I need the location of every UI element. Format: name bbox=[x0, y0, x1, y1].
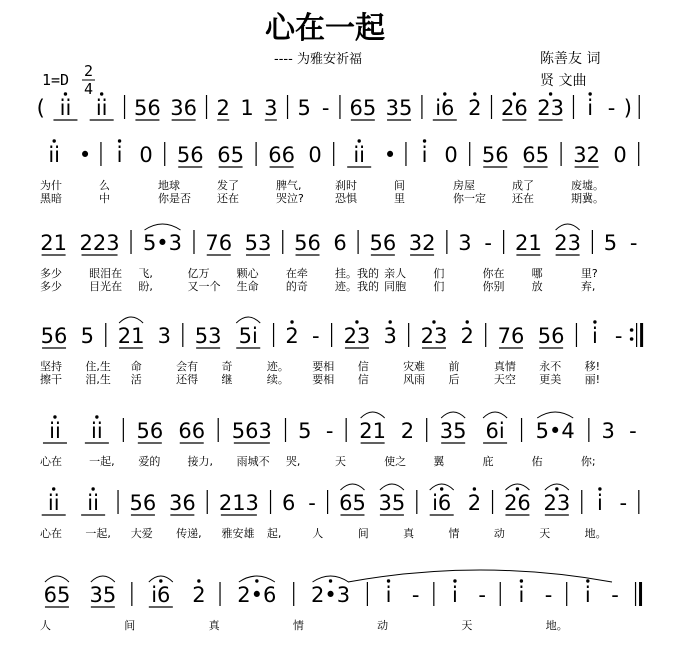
score-system bbox=[40, 224, 637, 293]
lyric-syllable: 一起, bbox=[85, 527, 111, 540]
note: 3 bbox=[383, 324, 397, 348]
note: 3 bbox=[264, 96, 278, 120]
score-system bbox=[40, 412, 637, 468]
octave-dot bbox=[473, 92, 476, 95]
lyric-syllable: 雅安雄 bbox=[221, 527, 255, 540]
note: 56 bbox=[136, 419, 164, 443]
lyric-syllable: 天 bbox=[539, 527, 551, 540]
note: ii bbox=[48, 143, 61, 167]
note: 2•6 bbox=[237, 583, 277, 607]
note: 53 bbox=[244, 231, 272, 255]
note: 56 bbox=[537, 324, 565, 348]
octave-dot bbox=[593, 320, 596, 323]
note: - bbox=[411, 583, 420, 607]
lyric-syllable: 灾难 bbox=[403, 360, 426, 373]
octave-dot bbox=[453, 579, 456, 582]
lyric-syllable: 你一定 bbox=[453, 192, 486, 205]
note: 2 bbox=[460, 324, 474, 348]
octave-dot bbox=[290, 320, 293, 323]
lyric-syllable: 前 bbox=[448, 360, 460, 373]
score-system bbox=[40, 317, 642, 386]
note: 563 bbox=[231, 419, 272, 443]
note: 23 bbox=[543, 491, 571, 515]
note: 65 bbox=[522, 143, 549, 167]
note: • bbox=[78, 143, 92, 167]
lyric-syllable: 废墟。 bbox=[571, 179, 604, 192]
note: - bbox=[484, 231, 492, 255]
lyric-syllable: 接力, bbox=[187, 455, 213, 468]
note: 3 bbox=[601, 419, 615, 443]
lyric-syllable: 动 bbox=[493, 527, 505, 540]
lyric-syllable: 房屋 bbox=[453, 179, 475, 192]
lyric-syllable: 亲人 bbox=[384, 267, 407, 280]
repeat-dot bbox=[630, 337, 634, 341]
lyric-syllable: 还在 bbox=[217, 192, 239, 205]
song-title: 心在一起 bbox=[265, 11, 385, 46]
lyric-syllable: 继 bbox=[221, 373, 233, 386]
note: i bbox=[385, 583, 392, 607]
lyric-syllable: 的奇 bbox=[285, 280, 308, 293]
note: i bbox=[421, 143, 428, 167]
lyric-syllable: 真情 bbox=[493, 360, 516, 373]
lyric-syllable: 里? bbox=[580, 267, 598, 280]
note: i bbox=[518, 583, 525, 607]
note: 65 bbox=[43, 583, 71, 607]
lyric-syllable: 信 bbox=[357, 360, 369, 373]
note: i bbox=[584, 583, 591, 607]
lyric-syllable: 心在 bbox=[40, 455, 62, 468]
lyric-syllable: 地球 bbox=[158, 179, 180, 192]
octave-dot bbox=[197, 579, 200, 582]
note: - bbox=[614, 324, 623, 348]
note: 6i bbox=[485, 419, 505, 443]
note: 56 bbox=[481, 143, 509, 167]
slur-arc bbox=[45, 576, 69, 582]
note: 2 bbox=[216, 96, 230, 120]
note: 56 bbox=[40, 324, 68, 348]
lyric-syllable: 间 bbox=[394, 179, 405, 192]
note: 56 bbox=[129, 491, 157, 515]
lyric-syllable: 迹。 bbox=[266, 360, 289, 373]
lyric-syllable: 天 bbox=[335, 455, 346, 468]
note: - bbox=[629, 419, 637, 443]
note: 26 bbox=[501, 96, 528, 120]
note: 1 bbox=[240, 96, 254, 120]
octave-dot bbox=[387, 579, 390, 582]
lyric-syllable: 大爱 bbox=[130, 527, 153, 540]
lyric-syllable: 翼 bbox=[433, 455, 445, 468]
lyric-syllable: 飞, bbox=[138, 267, 153, 280]
octave-dot bbox=[355, 320, 358, 323]
note: 76 bbox=[497, 324, 525, 348]
note: ii bbox=[95, 96, 108, 120]
score-system bbox=[40, 484, 640, 540]
slur-arc bbox=[483, 412, 507, 418]
octave-dot bbox=[473, 487, 476, 490]
note: 65 bbox=[217, 143, 244, 167]
lyric-syllable: 目光在 bbox=[89, 280, 123, 293]
note: 21 bbox=[40, 231, 67, 255]
note: ( bbox=[36, 96, 45, 120]
note: 35 bbox=[439, 419, 467, 443]
lyric-syllable: 活 bbox=[130, 373, 142, 386]
slur-arc bbox=[91, 576, 115, 582]
octave-dot bbox=[432, 320, 435, 323]
note: 21 bbox=[359, 419, 387, 443]
lyric-syllable: 生命 bbox=[236, 280, 259, 293]
lyric-syllable: 你别 bbox=[482, 280, 505, 293]
lyric-syllable: 人 bbox=[312, 527, 324, 540]
note: i bbox=[596, 491, 603, 515]
octave-dot bbox=[466, 320, 469, 323]
note: 21 bbox=[117, 324, 145, 348]
lyric-syllable: 庇 bbox=[482, 455, 494, 468]
lyric-syllable: 擦干 bbox=[40, 373, 62, 386]
slur-arc bbox=[340, 484, 364, 490]
lyric-syllable: 么 bbox=[99, 179, 110, 192]
note: ii bbox=[59, 96, 72, 120]
time-signature-bottom: 4 bbox=[84, 80, 94, 98]
lyric-syllable: 期冀。 bbox=[571, 192, 604, 205]
octave-dot bbox=[91, 487, 94, 490]
lyric-syllable: 亿万 bbox=[187, 267, 210, 280]
lyric-syllable: 情 bbox=[292, 619, 304, 632]
slur-arc bbox=[556, 224, 580, 230]
lyric-syllable: 传递, bbox=[176, 527, 202, 540]
lyric-syllable: 起, bbox=[266, 527, 282, 540]
lyric-syllable: 泪,生 bbox=[85, 373, 111, 386]
note: 56 bbox=[134, 96, 161, 120]
note: - bbox=[325, 419, 334, 443]
note: 66 bbox=[268, 143, 295, 167]
note: 2 bbox=[467, 491, 482, 515]
lyric-syllable: 黑暗 bbox=[40, 192, 62, 205]
lyric-syllable: 地。 bbox=[584, 527, 607, 540]
octave-dot bbox=[357, 139, 360, 142]
lyric-syllable: 天 bbox=[461, 619, 473, 632]
octave-dot bbox=[516, 487, 519, 490]
lyric-syllable: 迹。我的 bbox=[335, 280, 379, 293]
lyric-syllable: 心在 bbox=[40, 527, 62, 540]
lyric-syllable: 弃, bbox=[580, 280, 596, 293]
lyric-syllable: 真 bbox=[208, 619, 220, 632]
lyric-syllable: 你; bbox=[580, 455, 596, 468]
octave-dot bbox=[513, 92, 516, 95]
lyric-syllable: 真 bbox=[403, 527, 415, 540]
note: - bbox=[544, 583, 553, 607]
note: i bbox=[587, 96, 594, 120]
octave-dot bbox=[440, 487, 443, 490]
note: 53 bbox=[194, 324, 222, 348]
lyric-syllable: 丽! bbox=[584, 373, 601, 386]
octave-dot bbox=[255, 579, 258, 582]
octave-dot bbox=[53, 415, 56, 418]
lyric-syllable: 坚持 bbox=[40, 360, 62, 373]
lyric-syllable: 哭, bbox=[285, 455, 301, 468]
note: 21 bbox=[515, 231, 542, 255]
lyric-syllable: 更美 bbox=[539, 373, 562, 386]
octave-dot bbox=[159, 579, 162, 582]
lyric-syllable: 盼, bbox=[138, 280, 153, 293]
note: - bbox=[607, 96, 616, 120]
lyric-syllable: 中 bbox=[99, 192, 110, 205]
lyric-syllable: 间 bbox=[124, 619, 136, 632]
note: 36 bbox=[170, 96, 198, 120]
slur-arc bbox=[537, 412, 573, 418]
note: - bbox=[321, 96, 330, 120]
note: 5•4 bbox=[535, 419, 575, 443]
note: i bbox=[592, 324, 598, 348]
lyric-syllable: 恐惧 bbox=[335, 192, 357, 205]
lyric-syllable: 情 bbox=[448, 527, 460, 540]
note: ii bbox=[353, 143, 366, 167]
note: - bbox=[629, 231, 638, 255]
lyric-syllable: 哪 bbox=[531, 267, 543, 280]
note: i bbox=[452, 583, 458, 607]
composer-credit: 贤 文曲 bbox=[540, 73, 587, 89]
lyric-syllable: 哭泣? bbox=[276, 192, 304, 205]
note: 5 bbox=[603, 231, 618, 255]
slur-arc bbox=[441, 412, 465, 418]
note: • bbox=[383, 143, 397, 167]
lyric-syllable: 会有 bbox=[176, 360, 199, 373]
lyric-syllable: 佑 bbox=[531, 455, 543, 468]
lyric-syllable: 移! bbox=[584, 360, 601, 373]
octave-dot bbox=[64, 92, 67, 95]
note: - bbox=[311, 324, 320, 348]
score-system bbox=[40, 139, 640, 205]
note: 26 bbox=[504, 491, 531, 515]
note: 223 bbox=[79, 231, 120, 255]
note: ii bbox=[91, 419, 103, 443]
lyric-syllable: 信 bbox=[357, 373, 369, 386]
lyric-syllable: 住,生 bbox=[85, 360, 111, 373]
lyric-syllable: 要相 bbox=[312, 373, 335, 386]
note: - bbox=[478, 583, 486, 607]
octave-dot bbox=[118, 139, 121, 142]
octave-dot bbox=[586, 579, 589, 582]
note: 5i bbox=[238, 324, 258, 348]
lyric-syllable: 挂。我的 bbox=[335, 267, 379, 280]
octave-dot bbox=[329, 579, 332, 582]
lyric-syllable: 还得 bbox=[176, 373, 199, 386]
lyric-syllable: 动 bbox=[377, 619, 389, 632]
note: 0 bbox=[444, 143, 458, 167]
lyric-syllable: 风雨 bbox=[403, 373, 426, 386]
key-signature: 1=D bbox=[42, 71, 70, 89]
octave-dot bbox=[520, 579, 523, 582]
note: 2 bbox=[468, 96, 482, 120]
note: - bbox=[619, 491, 628, 515]
repeat-dot bbox=[630, 328, 634, 332]
note: 36 bbox=[168, 491, 196, 515]
note: 35 bbox=[378, 491, 406, 515]
note: 56 bbox=[369, 231, 397, 255]
octave-dot bbox=[555, 487, 558, 490]
note: 0 bbox=[139, 143, 153, 167]
note: 5 bbox=[298, 419, 312, 443]
note: 3 bbox=[458, 231, 472, 255]
note: 2 bbox=[285, 324, 299, 348]
song-subtitle: ---- 为雅安祈福 bbox=[274, 52, 362, 67]
slur-arc bbox=[145, 224, 181, 230]
lyricist-credit: 陈善友 词 bbox=[540, 51, 601, 67]
lyric-syllable: 颗心 bbox=[236, 267, 259, 280]
lyric-syllable: 雨城不 bbox=[236, 455, 270, 468]
slur-arc bbox=[380, 484, 404, 490]
lyric-syllable: 命 bbox=[130, 360, 142, 373]
note: 23 bbox=[343, 324, 371, 348]
note: 65 bbox=[349, 96, 377, 120]
octave-dot bbox=[52, 487, 55, 490]
octave-dot bbox=[443, 92, 446, 95]
octave-dot bbox=[549, 92, 552, 95]
note: 2•3 bbox=[310, 583, 351, 607]
note: 23 bbox=[537, 96, 564, 120]
note: 0 bbox=[308, 143, 322, 167]
lyric-syllable: 们 bbox=[433, 267, 445, 280]
lyric-syllable: 奇 bbox=[221, 360, 233, 373]
octave-dot bbox=[100, 92, 103, 95]
octave-dot bbox=[588, 92, 591, 95]
lyric-syllable: 放 bbox=[531, 280, 543, 293]
lyric-syllable: 你在 bbox=[482, 267, 505, 280]
lyric-syllable: 们 bbox=[433, 280, 445, 293]
lyric-syllable: 间 bbox=[357, 527, 369, 540]
lyric-syllable: 天空 bbox=[493, 373, 516, 386]
note: ) bbox=[623, 96, 632, 120]
lyric-syllable: 同胞 bbox=[384, 280, 407, 293]
lyric-syllable: 脾气, bbox=[276, 179, 302, 192]
slur-arc bbox=[236, 317, 260, 323]
note: 65 bbox=[339, 491, 366, 515]
note: 32 bbox=[573, 143, 600, 167]
lyric-syllable: 又一个 bbox=[187, 280, 221, 293]
note: i6 bbox=[151, 583, 171, 607]
lyric-syllable: 后 bbox=[448, 373, 460, 386]
note: ii bbox=[47, 491, 60, 515]
note: 0 bbox=[613, 143, 627, 167]
score-system bbox=[40, 576, 641, 632]
lyric-syllable: 还在 bbox=[512, 192, 534, 205]
lyric-syllable: 里 bbox=[394, 192, 405, 205]
note: 23 bbox=[420, 324, 448, 348]
note: 32 bbox=[408, 231, 436, 255]
score-system bbox=[37, 92, 641, 120]
lyric-syllable: 永不 bbox=[539, 360, 562, 373]
octave-dot bbox=[388, 320, 391, 323]
lyric-syllable: 地。 bbox=[545, 619, 568, 632]
lyric-syllable: 眼泪在 bbox=[89, 267, 123, 280]
note: 2 bbox=[192, 583, 206, 607]
note: ii bbox=[87, 491, 99, 515]
lyric-syllable: 为什 bbox=[40, 179, 62, 192]
note: 5 bbox=[297, 96, 311, 120]
lyric-syllable: 爱的 bbox=[138, 455, 161, 468]
note: 6 bbox=[281, 491, 296, 515]
note: 5 bbox=[80, 324, 94, 348]
note: 35 bbox=[385, 96, 413, 120]
lyric-syllable: 一起, bbox=[89, 455, 115, 468]
slur-arc bbox=[119, 317, 143, 323]
note: i6 bbox=[432, 491, 452, 515]
note: i bbox=[116, 143, 123, 167]
lyric-syllable: 多少 bbox=[40, 280, 62, 293]
note: 3 bbox=[157, 324, 172, 348]
lyric-syllable: 多少 bbox=[40, 267, 62, 280]
note: 5•3 bbox=[142, 231, 183, 255]
lyric-syllable: 发了 bbox=[217, 179, 239, 192]
lyric-syllable: 成了 bbox=[512, 179, 534, 192]
note: 66 bbox=[178, 419, 206, 443]
note: 56 bbox=[176, 143, 204, 167]
lyric-syllable: 在牵 bbox=[285, 267, 308, 280]
note: 6 bbox=[333, 231, 347, 255]
octave-dot bbox=[423, 139, 426, 142]
note: - bbox=[611, 583, 619, 607]
note: i6 bbox=[435, 96, 455, 120]
note: 35 bbox=[89, 583, 117, 607]
lyric-syllable: 人 bbox=[40, 619, 51, 632]
note: 56 bbox=[294, 231, 321, 255]
score-systems bbox=[37, 92, 642, 632]
note: ii bbox=[49, 419, 61, 443]
octave-dot bbox=[95, 415, 98, 418]
octave-dot bbox=[598, 487, 601, 490]
lyric-syllable: 续。 bbox=[266, 373, 289, 386]
note: 76 bbox=[205, 231, 233, 255]
lyric-syllable: 刹时 bbox=[335, 179, 357, 192]
lyric-syllable: 使之 bbox=[384, 455, 407, 468]
note: 213 bbox=[218, 491, 259, 515]
lyric-syllable: 要相 bbox=[312, 360, 335, 373]
time-signature-top: 2 bbox=[84, 62, 94, 80]
slur-arc bbox=[361, 412, 385, 418]
note: 23 bbox=[554, 231, 581, 255]
octave-dot bbox=[52, 139, 55, 142]
lyric-syllable: 你是否 bbox=[158, 192, 191, 205]
note: - bbox=[308, 491, 316, 515]
note: 2 bbox=[400, 419, 415, 443]
